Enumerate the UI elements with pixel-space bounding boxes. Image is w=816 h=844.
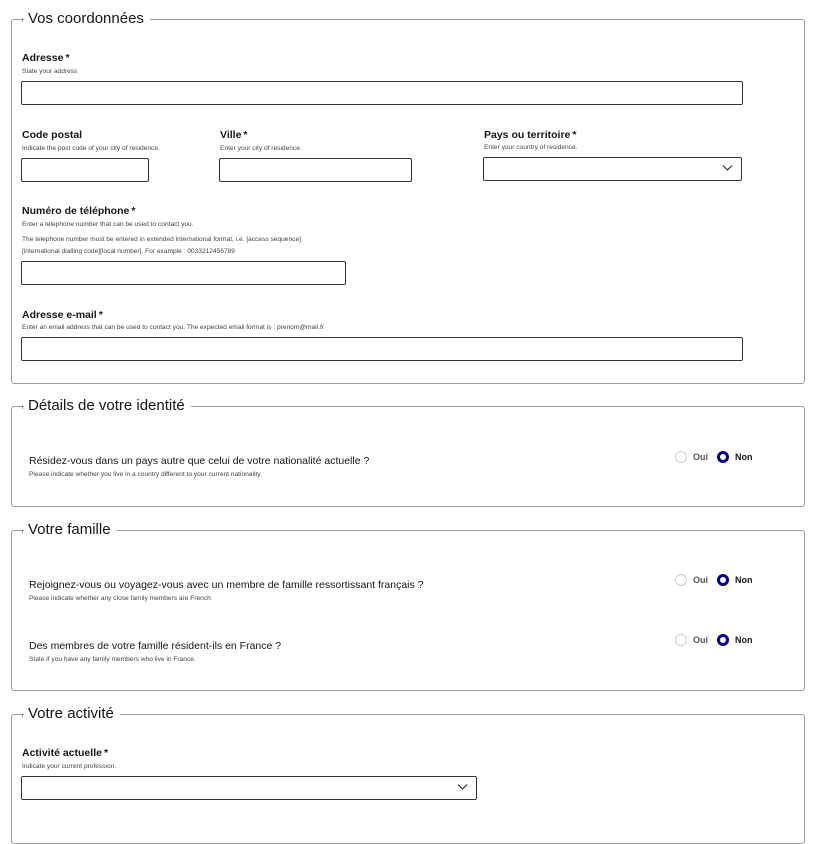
label-text: Pays ou territoire	[484, 129, 571, 141]
non-label[interactable]: Non	[735, 575, 753, 585]
email-label	[22, 309, 103, 321]
required-mark: *	[103, 747, 109, 759]
email-hint: Enter an email address that can be used to contact you. The expected email format is : prenom@mail.fr	[22, 324, 324, 331]
nationalite-non-radio[interactable]	[717, 451, 729, 463]
email-input[interactable]	[21, 337, 743, 361]
label-text: Ville	[220, 129, 242, 141]
label-text: Adresse	[22, 52, 64, 64]
chevron-down-icon	[457, 783, 468, 791]
code-postal-input[interactable]	[21, 158, 149, 182]
telephone-example-hint: [international dialling code][local number]. For example : 0033212456789	[22, 248, 235, 255]
adresse-label	[22, 52, 70, 64]
famille-residents-radio-group	[675, 634, 765, 648]
code-postal-label	[22, 129, 82, 141]
non-label[interactable]: Non	[735, 635, 753, 645]
oui-label[interactable]: Oui	[693, 452, 708, 462]
label-text: Numéro de téléphone	[22, 205, 130, 217]
famille-francais-oui-radio[interactable]	[675, 574, 687, 586]
non-label[interactable]: Non	[735, 452, 753, 462]
famille-residents-oui-radio[interactable]	[675, 634, 687, 646]
famille-francais-question: Rejoignez-vous ou voyagez-vous avec un membre de famille ressortissant français ?	[29, 579, 424, 591]
pays-label	[484, 129, 576, 141]
nationalite-radio-group	[675, 451, 765, 465]
ville-hint: Enter your city of residence.	[220, 145, 302, 152]
oui-label[interactable]: Oui	[693, 575, 708, 585]
famille-residents-question: Des membres de votre famille résident-ils en France ?	[29, 640, 282, 652]
telephone-input[interactable]	[21, 261, 346, 285]
famille-francais-non-radio[interactable]	[717, 574, 729, 586]
pays-select[interactable]	[483, 157, 742, 181]
famille-francais-hint: Please indicate whether any close family members are French	[29, 595, 211, 602]
adresse-input[interactable]	[21, 81, 743, 105]
pays-hint: Enter your country of residence.	[484, 144, 578, 151]
section-title: Votre activité	[24, 704, 120, 724]
famille-residents-hint: State if you have any family members who live in France.	[29, 656, 196, 663]
activite-select[interactable]	[21, 776, 477, 800]
required-mark: *	[243, 129, 248, 141]
famille-francais-radio-group	[675, 574, 765, 588]
activite-label	[22, 747, 108, 759]
adresse-hint: State your address	[22, 68, 78, 75]
required-mark: *	[65, 52, 70, 64]
label-text: Activité actuelle	[22, 747, 102, 759]
nationalite-hint: Please indicate whether you live in a country different to your current nationality	[29, 471, 261, 478]
ville-label	[220, 129, 248, 141]
section-title: Vos coordonnées	[24, 9, 150, 29]
telephone-label	[22, 205, 135, 217]
label-text: Code postal	[22, 129, 83, 141]
activite-hint: Indicate your current profession.	[22, 763, 117, 770]
oui-label[interactable]: Oui	[693, 635, 708, 645]
required-mark: *	[131, 205, 136, 217]
chevron-down-icon	[722, 164, 733, 172]
required-mark: *	[572, 129, 577, 141]
telephone-hint: Enter a telephone number that can be used to contact you.	[22, 221, 194, 228]
nationalite-question: Résidez-vous dans un pays autre que celui de votre nationalité actuelle ?	[29, 455, 370, 467]
section-title: Détails de votre identité	[24, 396, 191, 416]
section-title: Votre famille	[24, 520, 117, 540]
required-mark: *	[98, 309, 103, 321]
label-text: Adresse e-mail	[22, 309, 97, 321]
ville-input[interactable]	[219, 158, 412, 182]
nationalite-oui-radio[interactable]	[675, 451, 687, 463]
famille-residents-non-radio[interactable]	[717, 634, 729, 646]
code-postal-hint: Indicate the post code of your city of residence.	[22, 145, 160, 152]
telephone-format-hint: The telephone number must be entered in extended international format, i.e. [access sequence]	[22, 236, 301, 243]
section-famille	[11, 521, 805, 691]
